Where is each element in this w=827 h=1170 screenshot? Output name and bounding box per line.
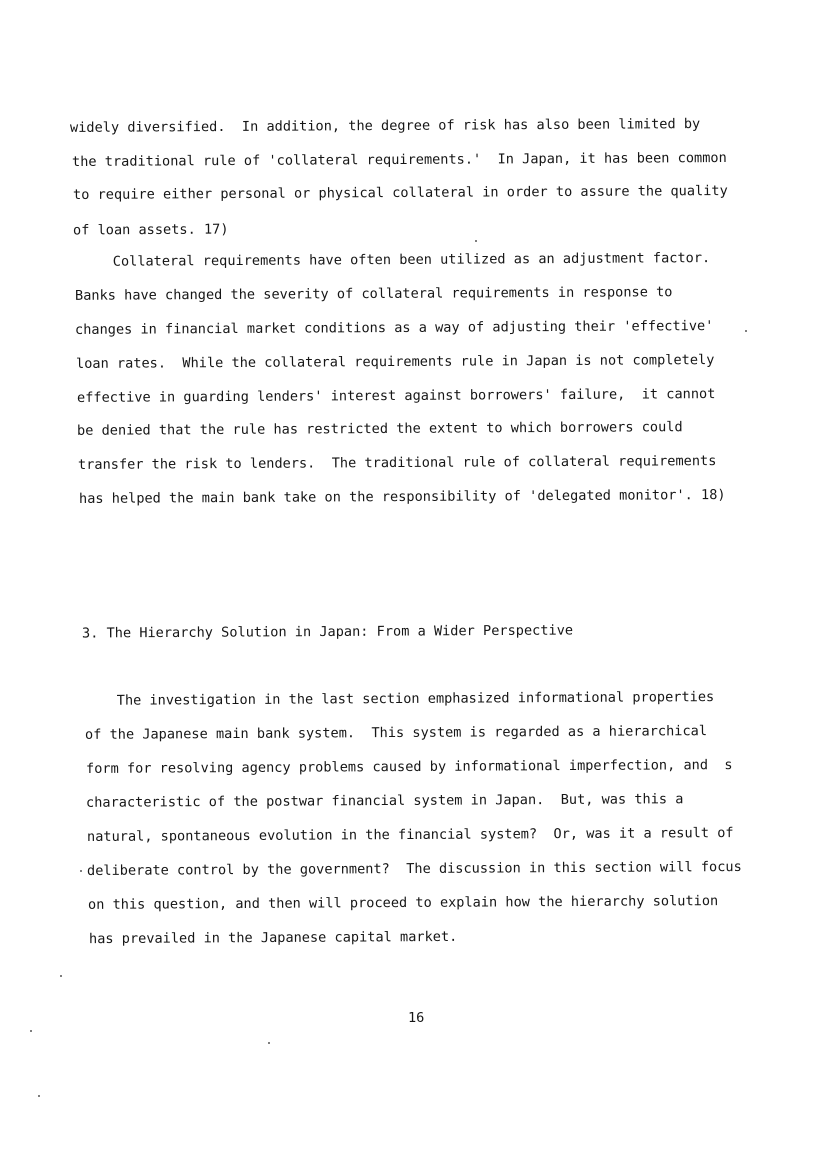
text-line: on this question, and then will proceed to explain how the hierarchy solution — [87, 893, 719, 913]
scan-speck — [80, 870, 82, 872]
text-line: has prevailed in the Japanese capital market. — [88, 928, 458, 948]
scan-speck — [268, 1042, 270, 1044]
scan-speck — [38, 1095, 40, 1097]
scan-speck — [745, 330, 747, 332]
text-line: effective in guarding lenders' interest against borrowers' failure, it cannot — [76, 386, 716, 406]
text-line: Banks have changed the severity of collateral requirements in response to — [74, 284, 673, 304]
text-line: transfer the risk to lenders. The traditional rule of collateral requirements — [77, 453, 717, 473]
text-line: The investigation in the last section emphasized informational properties — [83, 689, 715, 709]
page-number: 16 — [408, 1010, 425, 1026]
text-line: characteristic of the postwar financial system in Japan. But, was this a — [85, 791, 684, 811]
text-line: of the Japanese main bank system. This system is regarded as a hierarchical — [84, 723, 708, 743]
text-line: natural, spontaneous evolution in the financial system? Or, was it a result of — [86, 825, 734, 845]
text-line: the traditional rule of 'collateral requirements.' In Japan, it has been common — [71, 150, 727, 170]
text-line: be denied that the rule has restricted the extent to which borrowers could — [76, 419, 683, 439]
section-heading: 3. The Hierarchy Solution in Japan: From a Wider Perspective — [81, 622, 574, 642]
text-line: deliberate control by the government? The discussion in this section will focus — [86, 859, 742, 879]
text-line: has helped the main bank take on the responsibility of 'delegated monitor'. 18) — [78, 487, 726, 507]
scan-speck — [475, 240, 477, 242]
text-line: form for resolving agency problems caused by informational imperfection, and s — [85, 757, 733, 777]
text-line: changes in financial market conditions as a way of adjusting their 'effective' — [74, 318, 714, 338]
scan-speck — [60, 975, 62, 977]
text-line: Collateral requirements have often been utilized as an adjustment factor. — [79, 250, 711, 270]
text-line: of loan assets. 17) — [72, 221, 229, 239]
text-line: to require either personal or physical collateral in order to assure the quality — [72, 183, 728, 203]
text-line: loan rates. While the collateral requirements rule in Japan is not completely — [75, 352, 715, 372]
text-line: widely diversified. In addition, the degree of risk has also been limited by — [69, 116, 701, 136]
scan-speck — [30, 1030, 32, 1032]
